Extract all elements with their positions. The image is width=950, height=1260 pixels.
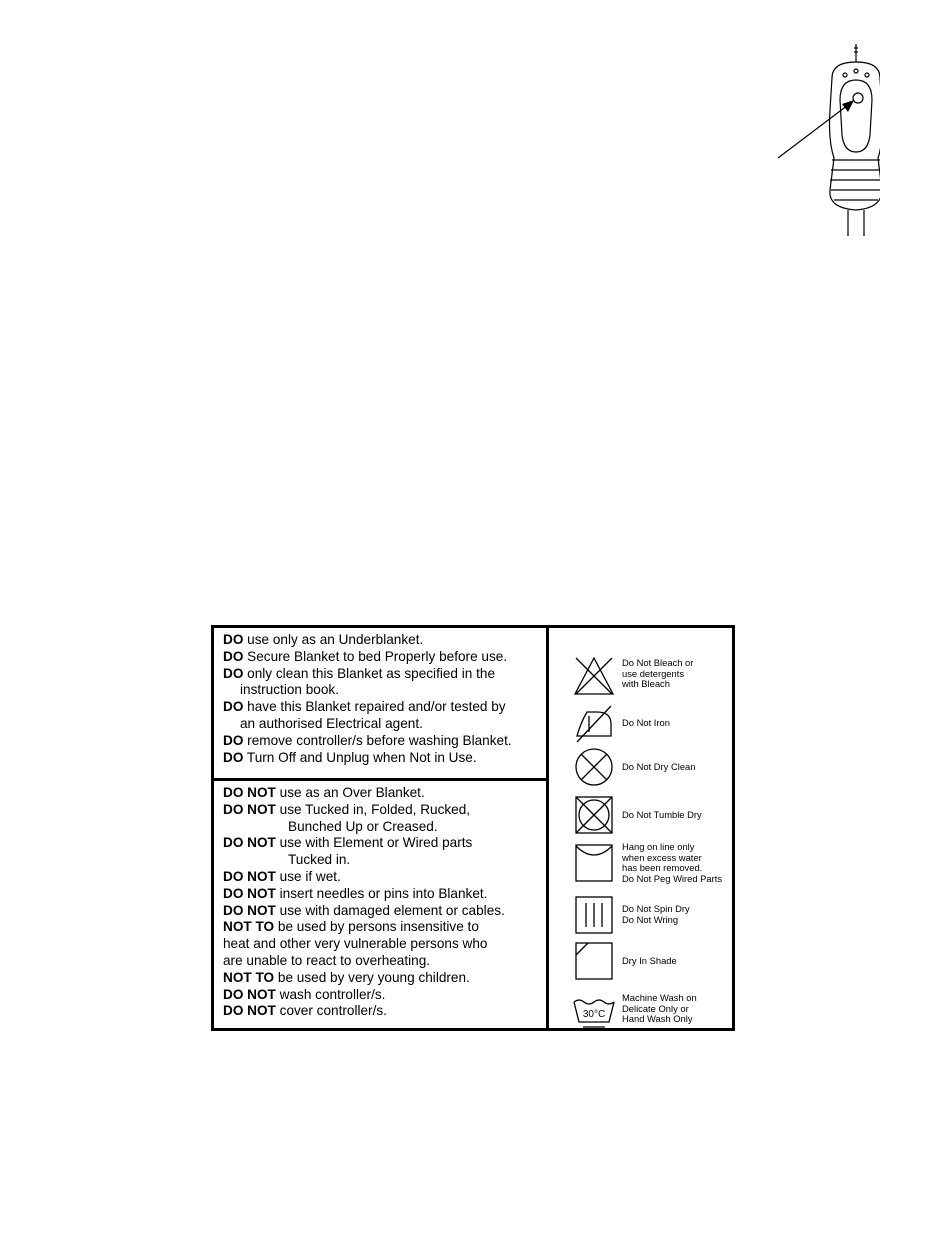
warning-label-box [211,625,735,1031]
care-text-line: Do Not Spin Dry [622,903,690,915]
instruction-line [223,903,546,920]
instruction-line [223,919,546,936]
wash-30-icon [573,992,615,1034]
instruction-prefix: DO [223,648,244,664]
instruction-text: only clean this Blanket as specified in the [243,665,496,681]
instruction-line [223,987,546,1004]
care-text-line: Delicate Only or [622,1002,689,1014]
instruction-text: an authorised Electrical agent. [240,715,423,731]
instruction-text: insert needles or pins into Blanket. [275,885,488,901]
no-tumble-dry-icon [573,794,615,836]
instruction-line [223,733,546,750]
no-dry-clean-icon [573,746,615,788]
instruction-prefix: DO NOT [223,885,276,901]
care-text-line: Do Not Tumble Dry [622,808,702,820]
drip-dry-icon [573,894,615,936]
instruction-line [223,666,546,683]
instruction-text: use as an Over Blanket. [275,785,425,800]
instruction-line [223,802,546,819]
instruction-line [223,936,546,953]
instruction-line [223,699,546,716]
instruction-prefix: NOT TO [223,919,275,935]
wash-temperature: 30°C [582,1009,606,1020]
instruction-text: Turn Off and Unplug when Not in Use. [243,749,477,765]
instruction-line [223,1003,546,1020]
care-text-line: Do Not Wring [622,913,679,925]
instruction-prefix: DO [223,665,244,681]
dry-in-shade-icon [573,940,615,982]
instruction-line [223,970,546,987]
instruction-text: use with Element or Wired parts [275,835,473,851]
instruction-line [223,852,546,869]
care-symbol-text [622,904,690,925]
instruction-text: have this Blanket repaired and/or tested by [243,699,506,715]
care-symbol-text [622,956,677,967]
care-symbol-text [622,810,702,821]
instruction-prefix: DO NOT [223,902,276,918]
instruction-prefix: NOT TO [223,969,275,985]
instruction-line [223,835,546,852]
care-text-line: Machine Wash on [622,992,697,1004]
instruction-line [223,886,546,903]
instruction-text: Bunched Up or Creased. [288,818,438,834]
instruction-prefix: DO NOT [223,801,276,817]
instruction-text: use with damaged element or cables. [275,902,505,918]
no-bleach-icon [573,655,615,697]
instruction-text: use if wet. [275,868,341,884]
no-iron-icon [573,702,615,744]
instruction-text: heat and other very vulnerable persons who [223,936,488,952]
instruction-prefix: DO NOT [223,986,276,1002]
instruction-prefix: DO [223,632,244,647]
care-symbol-text [622,762,695,773]
care-text-line: Hang on line only [622,841,695,852]
care-symbol-text [622,993,697,1025]
line-dry-icon [573,842,615,884]
instruction-line [223,869,546,886]
instruction-prefix: DO NOT [223,835,276,851]
instruction-text: remove controller/s before washing Blanket. [243,732,512,748]
instruction-line [223,953,546,970]
care-text-line: Dry In Shade [622,954,677,966]
instruction-text: instruction book. [240,682,339,698]
instruction-line [223,649,546,666]
care-symbol-text [622,842,722,884]
care-text-line: use detergents [622,667,685,679]
care-text-line: Hand Wash Only [622,1013,693,1025]
care-text-line: when excess water [622,851,702,863]
instruction-prefix: DO [223,699,244,715]
instruction-prefix: DO NOT [223,785,276,800]
instruction-prefix: DO [223,732,244,748]
care-text-line: has been removed. [622,862,703,874]
instruction-text: use Tucked in, Folded, Rucked, [275,801,471,817]
care-text-line: Do Not Iron [622,716,670,728]
instruction-line [223,750,546,767]
instruction-text: be used by very young children. [274,969,470,985]
care-text-line: Do Not Bleach or [622,657,694,669]
instruction-text: Secure Blanket to bed Properly before use. [243,648,508,664]
instruction-line [223,716,546,733]
care-symbols-column [549,628,732,1028]
instruction-line [223,819,546,836]
do-not-section [214,781,546,1020]
care-text-line: with Bleach [622,678,670,690]
care-symbol-text [622,718,670,729]
care-text-line: Do Not Dry Clean [622,760,696,772]
instruction-text: use only as an Underblanket. [243,632,424,647]
care-text-line: Do Not Peg Wired Parts [622,872,723,884]
instructions-column [214,628,549,1028]
instruction-prefix: DO NOT [223,868,276,884]
instruction-text: wash controller/s. [275,986,386,1002]
controller-illustration [770,40,880,240]
instruction-text: cover controller/s. [275,1003,387,1019]
instruction-text: be used by persons insensitive to [274,919,479,935]
instruction-text: are unable to react to overheating. [223,952,431,968]
instruction-text: Tucked in. [288,852,351,868]
instruction-line [223,682,546,699]
instruction-line [223,632,546,649]
instruction-prefix: DO NOT [223,1003,276,1019]
instruction-prefix: DO [223,749,244,765]
do-section [214,628,546,781]
care-symbol-text [622,658,693,690]
instruction-line [223,785,546,802]
